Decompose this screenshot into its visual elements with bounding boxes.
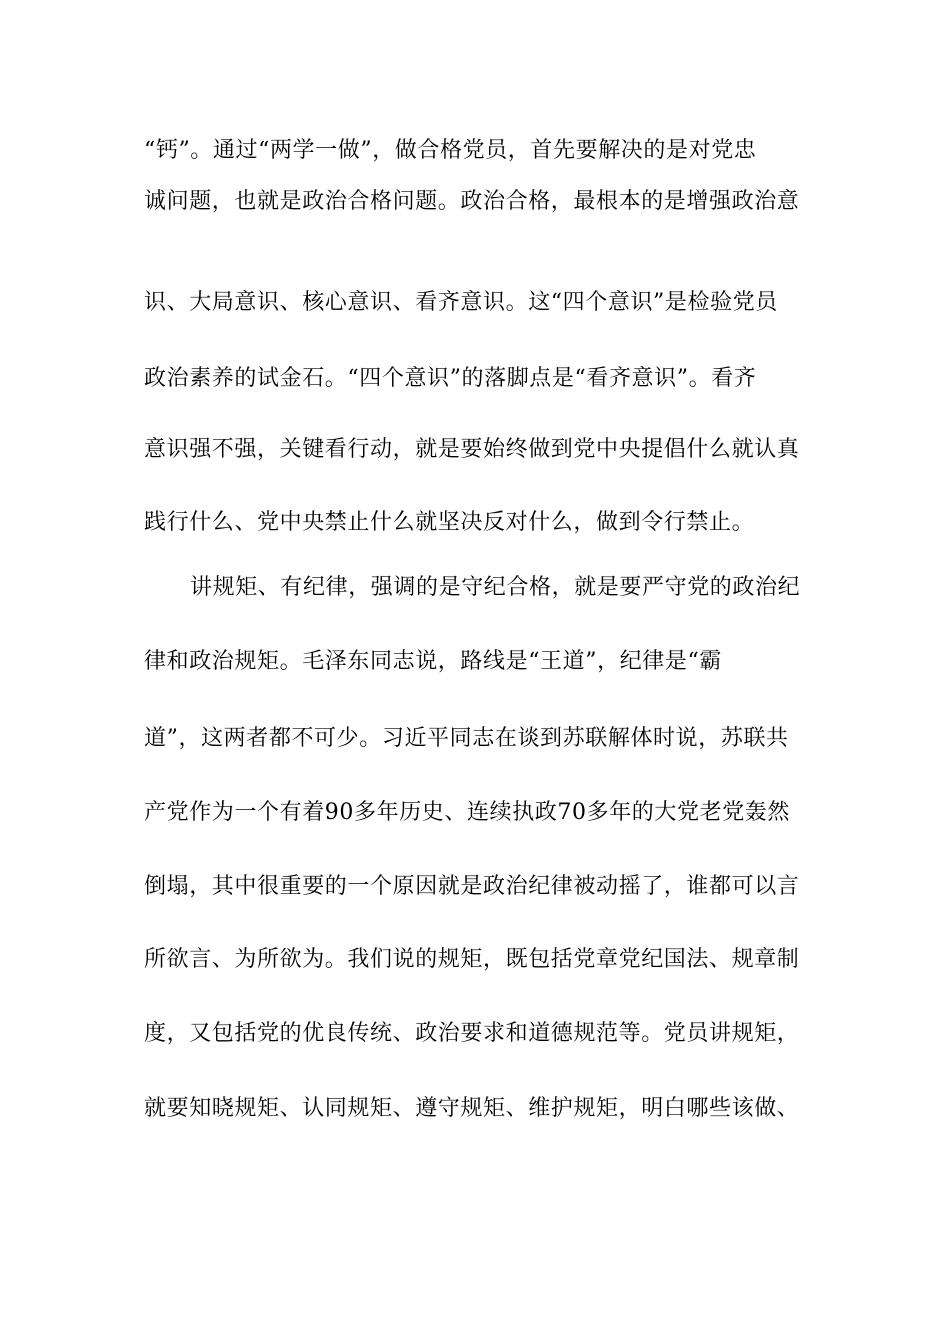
text-line-2: 诚问题，也就是政治合格问题。政治合格，最根本的是增强政治意 <box>144 189 800 214</box>
text-line-6: 践行什么、党中央禁止什么就坚决反对什么，做到令行禁止。 <box>144 510 755 535</box>
text-line-5: 意识强不强，关键看行动，就是要始终做到党中央提倡什么就认真 <box>144 437 800 462</box>
text-line-8: 律和政治规矩。毛泽东同志说，路线是“王道”，纪律是“霸 <box>144 649 722 674</box>
text-line-11: 倒塌，其中很重要的一个原因就是政治纪律被动摇了，谁都可以言 <box>144 874 800 899</box>
text-line-7: 讲规矩、有纪律，强调的是守纪合格，就是要严守党的政治纪 <box>190 575 801 600</box>
text-line-12: 所欲言、为所欲为。我们说的规矩，既包括党章党纪国法、规章制 <box>144 947 800 972</box>
text-line-4: 政治素养的试金石。“四个意识”的落脚点是“看齐意识”。看齐 <box>144 366 757 391</box>
text-line-10: 产党作为一个有着90多年历史、连续执政70多年的大党老党轰然 <box>144 800 790 825</box>
text-line-9: 道”，这两者都不可少。习近平同志在谈到苏联解体时说，苏联共 <box>144 726 789 751</box>
text-line-1: “钙”。通过“两学一做”，做合格党员，首先要解决的是对党忠 <box>144 138 757 163</box>
text-line-3: 识、大局意识、核心意识、看齐意识。这“四个意识”是检验党员 <box>144 290 778 315</box>
text-line-14: 就要知晓规矩、认同规矩、遵守规矩、维护规矩，明白哪些该做、 <box>144 1096 800 1121</box>
text-line-13: 度，又包括党的优良传统、政治要求和道德规范等。党员讲规矩， <box>144 1021 800 1046</box>
